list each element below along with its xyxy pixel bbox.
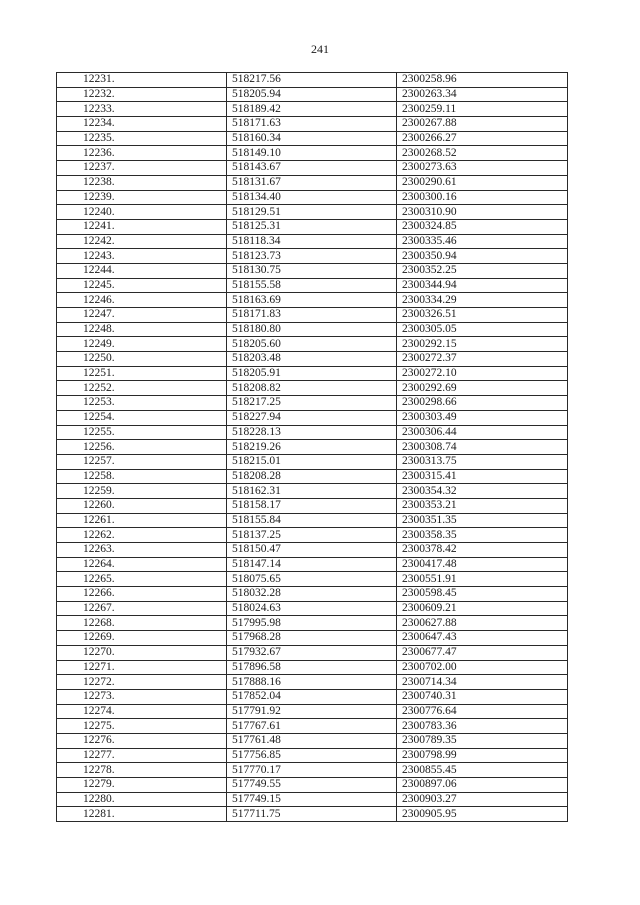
x-coordinate-cell: 518203.48 <box>227 352 397 367</box>
table-row <box>57 807 568 822</box>
point-number-cell: 12261. <box>57 513 227 528</box>
point-number-cell: 12280. <box>57 792 227 807</box>
y-coordinate-cell: 2300272.37 <box>397 352 568 367</box>
table-row <box>57 117 568 132</box>
y-coordinate-cell: 2300308.74 <box>397 440 568 455</box>
y-coordinate-cell: 2300798.99 <box>397 748 568 763</box>
y-coordinate-cell: 2300702.00 <box>397 660 568 675</box>
x-coordinate-cell: 518149.10 <box>227 146 397 161</box>
point-number-cell: 12231. <box>57 73 227 88</box>
y-coordinate-cell: 2300313.75 <box>397 454 568 469</box>
y-coordinate-cell: 2300897.06 <box>397 778 568 793</box>
point-number-cell: 12238. <box>57 175 227 190</box>
x-coordinate-cell: 517932.67 <box>227 645 397 660</box>
point-number-cell: 12259. <box>57 484 227 499</box>
x-coordinate-cell: 518217.25 <box>227 396 397 411</box>
y-coordinate-cell: 2300268.52 <box>397 146 568 161</box>
y-coordinate-cell: 2300609.21 <box>397 601 568 616</box>
x-coordinate-cell: 518180.80 <box>227 322 397 337</box>
x-coordinate-cell: 518143.67 <box>227 161 397 176</box>
x-coordinate-cell: 517968.28 <box>227 631 397 646</box>
table-row <box>57 440 568 455</box>
y-coordinate-cell: 2300677.47 <box>397 645 568 660</box>
y-coordinate-cell: 2300551.91 <box>397 572 568 587</box>
table-row <box>57 131 568 146</box>
point-number-cell: 12245. <box>57 278 227 293</box>
x-coordinate-cell: 518032.28 <box>227 587 397 602</box>
table-row <box>57 748 568 763</box>
table-row <box>57 484 568 499</box>
x-coordinate-cell: 518163.69 <box>227 293 397 308</box>
table-row <box>57 543 568 558</box>
y-coordinate-cell: 2300292.69 <box>397 381 568 396</box>
table-row <box>57 293 568 308</box>
x-coordinate-cell: 518217.56 <box>227 73 397 88</box>
point-number-cell: 12236. <box>57 146 227 161</box>
y-coordinate-cell: 2300310.90 <box>397 205 568 220</box>
x-coordinate-cell: 517852.04 <box>227 689 397 704</box>
point-number-cell: 12258. <box>57 469 227 484</box>
y-coordinate-cell: 2300740.31 <box>397 689 568 704</box>
y-coordinate-cell: 2300292.15 <box>397 337 568 352</box>
x-coordinate-cell: 518134.40 <box>227 190 397 205</box>
point-number-cell: 12262. <box>57 528 227 543</box>
point-number-cell: 12263. <box>57 543 227 558</box>
x-coordinate-cell: 518205.91 <box>227 366 397 381</box>
table-row <box>57 763 568 778</box>
point-number-cell: 12276. <box>57 733 227 748</box>
y-coordinate-cell: 2300344.94 <box>397 278 568 293</box>
point-number-cell: 12274. <box>57 704 227 719</box>
x-coordinate-cell: 517749.15 <box>227 792 397 807</box>
table-row <box>57 352 568 367</box>
table-row <box>57 778 568 793</box>
x-coordinate-cell: 517791.92 <box>227 704 397 719</box>
table-row <box>57 792 568 807</box>
y-coordinate-cell: 2300267.88 <box>397 117 568 132</box>
x-coordinate-cell: 518189.42 <box>227 102 397 117</box>
x-coordinate-cell: 517896.58 <box>227 660 397 675</box>
point-number-cell: 12249. <box>57 337 227 352</box>
table-row <box>57 498 568 513</box>
table-row <box>57 146 568 161</box>
point-number-cell: 12271. <box>57 660 227 675</box>
table-row <box>57 645 568 660</box>
y-coordinate-cell: 2300417.48 <box>397 557 568 572</box>
table-row <box>57 102 568 117</box>
table-row <box>57 263 568 278</box>
x-coordinate-cell: 518147.14 <box>227 557 397 572</box>
point-number-cell: 12269. <box>57 631 227 646</box>
x-coordinate-cell: 517770.17 <box>227 763 397 778</box>
y-coordinate-cell: 2300352.25 <box>397 263 568 278</box>
table-row <box>57 513 568 528</box>
table-row <box>57 190 568 205</box>
y-coordinate-cell: 2300303.49 <box>397 410 568 425</box>
y-coordinate-cell: 2300905.95 <box>397 807 568 822</box>
x-coordinate-cell: 517888.16 <box>227 675 397 690</box>
y-coordinate-cell: 2300335.46 <box>397 234 568 249</box>
y-coordinate-cell: 2300305.05 <box>397 322 568 337</box>
x-coordinate-cell: 518208.82 <box>227 381 397 396</box>
x-coordinate-cell: 518158.17 <box>227 498 397 513</box>
table-row <box>57 278 568 293</box>
point-number-cell: 12242. <box>57 234 227 249</box>
x-coordinate-cell: 518205.60 <box>227 337 397 352</box>
table-row <box>57 425 568 440</box>
x-coordinate-cell: 518227.94 <box>227 410 397 425</box>
x-coordinate-cell: 518160.34 <box>227 131 397 146</box>
table-row <box>57 87 568 102</box>
point-number-cell: 12279. <box>57 778 227 793</box>
y-coordinate-cell: 2300354.32 <box>397 484 568 499</box>
point-number-cell: 12265. <box>57 572 227 587</box>
y-coordinate-cell: 2300300.16 <box>397 190 568 205</box>
point-number-cell: 12256. <box>57 440 227 455</box>
x-coordinate-cell: 518171.83 <box>227 308 397 323</box>
table-row <box>57 337 568 352</box>
table-row <box>57 396 568 411</box>
point-number-cell: 12278. <box>57 763 227 778</box>
table-row <box>57 719 568 734</box>
y-coordinate-cell: 2300298.66 <box>397 396 568 411</box>
y-coordinate-cell: 2300258.96 <box>397 73 568 88</box>
table-row <box>57 704 568 719</box>
x-coordinate-cell: 518208.28 <box>227 469 397 484</box>
y-coordinate-cell: 2300714.34 <box>397 675 568 690</box>
table-row <box>57 660 568 675</box>
point-number-cell: 12250. <box>57 352 227 367</box>
x-coordinate-cell: 518215.01 <box>227 454 397 469</box>
x-coordinate-cell: 518123.73 <box>227 249 397 264</box>
table-row <box>57 410 568 425</box>
table-row <box>57 234 568 249</box>
x-coordinate-cell: 518118.34 <box>227 234 397 249</box>
point-number-cell: 12268. <box>57 616 227 631</box>
table-row <box>57 557 568 572</box>
point-number-cell: 12275. <box>57 719 227 734</box>
table-row <box>57 219 568 234</box>
table-row <box>57 366 568 381</box>
point-number-cell: 12264. <box>57 557 227 572</box>
table-row <box>57 572 568 587</box>
table-row <box>57 733 568 748</box>
y-coordinate-cell: 2300855.45 <box>397 763 568 778</box>
point-number-cell: 12281. <box>57 807 227 822</box>
table-row <box>57 587 568 602</box>
point-number-cell: 12255. <box>57 425 227 440</box>
point-number-cell: 12253. <box>57 396 227 411</box>
x-coordinate-cell: 518075.65 <box>227 572 397 587</box>
point-number-cell: 12237. <box>57 161 227 176</box>
point-number-cell: 12232. <box>57 87 227 102</box>
y-coordinate-cell: 2300598.45 <box>397 587 568 602</box>
y-coordinate-cell: 2300351.35 <box>397 513 568 528</box>
y-coordinate-cell: 2300324.85 <box>397 219 568 234</box>
y-coordinate-cell: 2300350.94 <box>397 249 568 264</box>
point-number-cell: 12244. <box>57 263 227 278</box>
point-number-cell: 12247. <box>57 308 227 323</box>
y-coordinate-cell: 2300266.27 <box>397 131 568 146</box>
table-row <box>57 308 568 323</box>
point-number-cell: 12257. <box>57 454 227 469</box>
point-number-cell: 12234. <box>57 117 227 132</box>
x-coordinate-cell: 518125.31 <box>227 219 397 234</box>
table-row <box>57 73 568 88</box>
table-row <box>57 175 568 190</box>
y-coordinate-cell: 2300353.21 <box>397 498 568 513</box>
table-row <box>57 454 568 469</box>
x-coordinate-cell: 518129.51 <box>227 205 397 220</box>
x-coordinate-cell: 518205.94 <box>227 87 397 102</box>
x-coordinate-cell: 518155.58 <box>227 278 397 293</box>
table-row <box>57 631 568 646</box>
point-number-cell: 12246. <box>57 293 227 308</box>
y-coordinate-cell: 2300783.36 <box>397 719 568 734</box>
table-row <box>57 205 568 220</box>
point-number-cell: 12241. <box>57 219 227 234</box>
y-coordinate-cell: 2300306.44 <box>397 425 568 440</box>
table-row <box>57 381 568 396</box>
point-number-cell: 12260. <box>57 498 227 513</box>
table-row <box>57 322 568 337</box>
x-coordinate-cell: 518024.63 <box>227 601 397 616</box>
x-coordinate-cell: 517749.55 <box>227 778 397 793</box>
table-row <box>57 528 568 543</box>
x-coordinate-cell: 518219.26 <box>227 440 397 455</box>
x-coordinate-cell: 517767.61 <box>227 719 397 734</box>
y-coordinate-cell: 2300378.42 <box>397 543 568 558</box>
point-number-cell: 12240. <box>57 205 227 220</box>
y-coordinate-cell: 2300263.34 <box>397 87 568 102</box>
point-number-cell: 12272. <box>57 675 227 690</box>
y-coordinate-cell: 2300334.29 <box>397 293 568 308</box>
table-row <box>57 616 568 631</box>
table-row <box>57 161 568 176</box>
y-coordinate-cell: 2300627.88 <box>397 616 568 631</box>
x-coordinate-cell: 517995.98 <box>227 616 397 631</box>
table-row <box>57 469 568 484</box>
y-coordinate-cell: 2300358.35 <box>397 528 568 543</box>
point-number-cell: 12270. <box>57 645 227 660</box>
y-coordinate-cell: 2300326.51 <box>397 308 568 323</box>
table-row <box>57 675 568 690</box>
page-number: 241 <box>311 42 329 56</box>
point-number-cell: 12267. <box>57 601 227 616</box>
point-number-cell: 12248. <box>57 322 227 337</box>
y-coordinate-cell: 2300273.63 <box>397 161 568 176</box>
y-coordinate-cell: 2300647.43 <box>397 631 568 646</box>
y-coordinate-cell: 2300776.64 <box>397 704 568 719</box>
y-coordinate-cell: 2300903.27 <box>397 792 568 807</box>
y-coordinate-cell: 2300272.10 <box>397 366 568 381</box>
y-coordinate-cell: 2300789.35 <box>397 733 568 748</box>
y-coordinate-cell: 2300315.41 <box>397 469 568 484</box>
point-number-cell: 12235. <box>57 131 227 146</box>
y-coordinate-cell: 2300259.11 <box>397 102 568 117</box>
table-row <box>57 249 568 264</box>
point-number-cell: 12233. <box>57 102 227 117</box>
coordinates-table <box>56 72 568 822</box>
point-number-cell: 12273. <box>57 689 227 704</box>
x-coordinate-cell: 518150.47 <box>227 543 397 558</box>
point-number-cell: 12239. <box>57 190 227 205</box>
point-number-cell: 12266. <box>57 587 227 602</box>
x-coordinate-cell: 518228.13 <box>227 425 397 440</box>
y-coordinate-cell: 2300290.61 <box>397 175 568 190</box>
x-coordinate-cell: 518171.63 <box>227 117 397 132</box>
point-number-cell: 12277. <box>57 748 227 763</box>
table-row <box>57 689 568 704</box>
coordinates-table-body <box>57 73 568 822</box>
x-coordinate-cell: 518131.67 <box>227 175 397 190</box>
point-number-cell: 12254. <box>57 410 227 425</box>
x-coordinate-cell: 517761.48 <box>227 733 397 748</box>
x-coordinate-cell: 518130.75 <box>227 263 397 278</box>
x-coordinate-cell: 518155.84 <box>227 513 397 528</box>
point-number-cell: 12251. <box>57 366 227 381</box>
x-coordinate-cell: 518137.25 <box>227 528 397 543</box>
x-coordinate-cell: 517711.75 <box>227 807 397 822</box>
point-number-cell: 12243. <box>57 249 227 264</box>
x-coordinate-cell: 517756.85 <box>227 748 397 763</box>
point-number-cell: 12252. <box>57 381 227 396</box>
table-row <box>57 601 568 616</box>
x-coordinate-cell: 518162.31 <box>227 484 397 499</box>
